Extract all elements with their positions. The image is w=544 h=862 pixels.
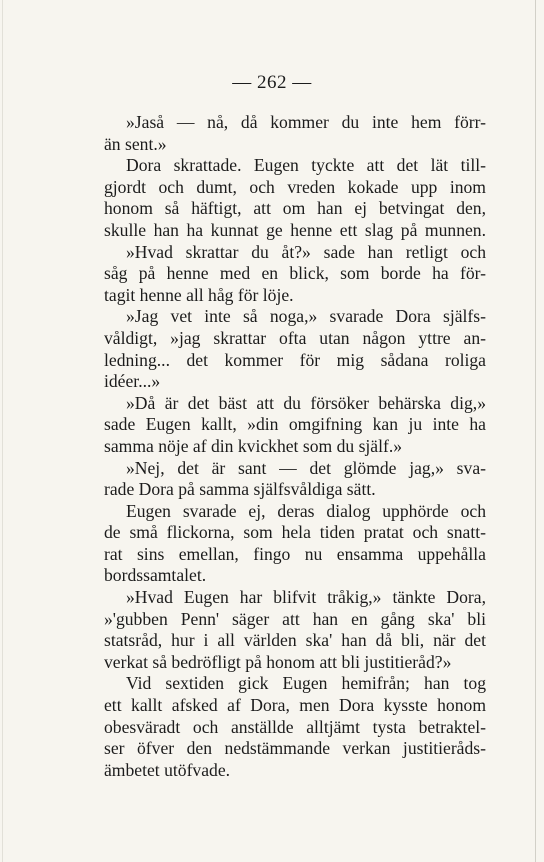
text-line: ledning... det kommer för mig sådana roliga	[104, 349, 486, 370]
body-text	[104, 112, 486, 781]
text-line: skulle han ha kunnat ge henne ett slag på munnen.	[104, 219, 486, 240]
text-line: rade Dora på samma själfsvåldiga sätt.	[104, 479, 376, 500]
text-line: bordssamtalet.	[104, 565, 207, 586]
text-line: ämbetet utöfvade.	[104, 759, 231, 780]
page-edge-left	[2, 0, 3, 862]
page-number: — 262 —	[232, 72, 312, 93]
text-line: såg på henne med en blick, som borde ha för-	[104, 263, 486, 284]
text-line: obesväradt och anställde alltjämt tysta betraktel-	[104, 716, 486, 737]
text-line: »Nej, det är sant — det glömde jag,» sva-	[126, 457, 486, 478]
text-line: verkat så bedröfligt på honom att bli justitieråd?»	[104, 651, 452, 672]
text-line: »Hvad skrattar du åt?» sade han retligt och	[126, 241, 486, 262]
text-line: »'gubben Penn' säger att han en gång ska' bli	[104, 608, 486, 629]
text-line: »Jag vet inte så noga,» svarade Dora själfs-	[126, 306, 486, 327]
text-line: de små flickorna, som hela tiden pratat och snatt-	[104, 522, 486, 543]
text-line: »Jaså — nå, då kommer du inte hem förr-	[126, 112, 486, 132]
text-line: ett kallt afsked af Dora, men Dora kysste honom	[104, 695, 486, 716]
text-line: statsråd, hur i all världen ska' han då bli, när det	[104, 630, 486, 651]
text-line: Dora skrattade. Eugen tyckte att det lät till-	[126, 155, 486, 176]
text-line: rat sins emellan, fingo nu ensamma uppehålla	[104, 543, 486, 564]
text-line: »Hvad Eugen har blifvit tråkig,» tänkte Dora,	[126, 587, 486, 608]
text-line: ser öfver den nedstämmande verkan justitieråds-	[104, 738, 486, 759]
text-line: Vid sextiden gick Eugen hemifrån; han tog	[126, 673, 486, 694]
text-line: Eugen svarade ej, deras dialog upphörde och	[126, 500, 486, 521]
text-line: gjordt och dumt, och vreden kokade upp inom	[104, 176, 486, 197]
text-line: honom så häftigt, att om han ej betvingat den,	[104, 198, 486, 219]
text-line: idéer...»	[104, 371, 161, 392]
text-line: »Då är det bäst att du försöker behärska dig,»	[126, 392, 486, 413]
page-edge-right	[535, 0, 536, 862]
text-line: samma nöje af din kvickhet som du själf.»	[104, 435, 403, 456]
text-line: våldigt, »jag skrattar ofta utan någon yttre an-	[104, 327, 486, 348]
text-line: än sent.»	[104, 133, 167, 154]
text-line: tagit henne all håg för löje.	[104, 284, 294, 305]
text-line: sade Eugen kallt, »din omgifning kan ju inte ha	[104, 414, 486, 435]
